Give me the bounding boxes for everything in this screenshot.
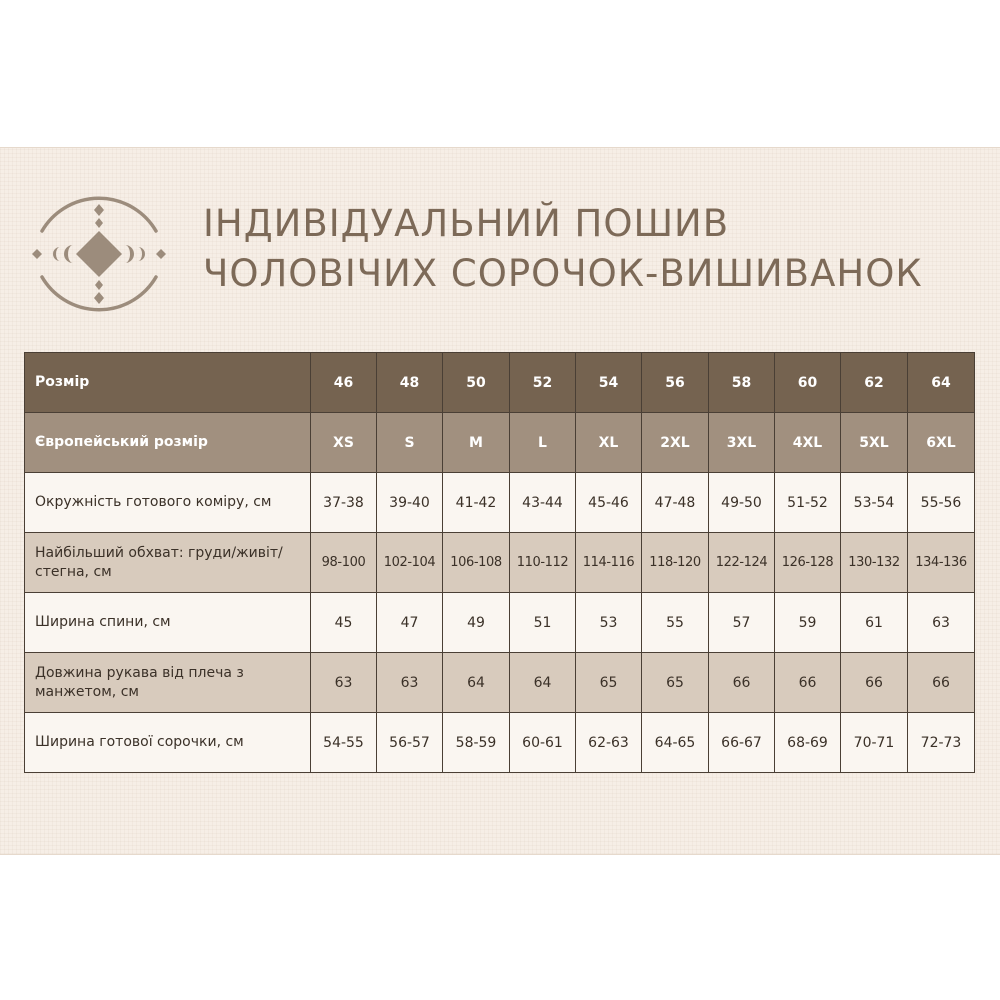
table-cell: 72-73: [908, 713, 975, 773]
table-cell: 66-67: [709, 713, 775, 773]
table-cell: 110-112: [510, 533, 576, 593]
table-cell: 63: [908, 593, 975, 653]
table-cell: 53: [576, 593, 642, 653]
table-cell: 51: [510, 593, 576, 653]
table-cell: 53-54: [841, 473, 908, 533]
table-cell: 70-71: [841, 713, 908, 773]
table-cell: 52: [510, 353, 576, 413]
embroidery-ornament-icon: [24, 179, 174, 329]
table-cell: 4XL: [775, 413, 841, 473]
table-cell: 46: [311, 353, 377, 413]
table-cell: 37-38: [311, 473, 377, 533]
table-cell: 98-100: [311, 533, 377, 593]
row-label: Окружність готового коміру, см: [25, 473, 311, 533]
table-cell: 50: [443, 353, 510, 413]
table-cell: 63: [311, 653, 377, 713]
size-table: [24, 352, 975, 773]
table-cell: S: [377, 413, 443, 473]
row-label: Довжина рукава від плеча з манжетом, см: [25, 653, 311, 713]
table-cell: 5XL: [841, 413, 908, 473]
table-cell: 114-116: [576, 533, 642, 593]
table-cell: 130-132: [841, 533, 908, 593]
size-chart-card: [0, 147, 1000, 855]
table-cell: 56-57: [377, 713, 443, 773]
table-cell: XL: [576, 413, 642, 473]
girth-row: [25, 533, 975, 593]
table-cell: 51-52: [775, 473, 841, 533]
table-cell: 118-120: [642, 533, 709, 593]
table-cell: 2XL: [642, 413, 709, 473]
table-cell: 48: [377, 353, 443, 413]
table-cell: 66: [709, 653, 775, 713]
table-cell: 60-61: [510, 713, 576, 773]
table-cell: 134-136: [908, 533, 975, 593]
table-cell: 60: [775, 353, 841, 413]
back-width-row: [25, 593, 975, 653]
sleeve-length-row: [25, 653, 975, 713]
row-label: Європейський розмір: [25, 413, 311, 473]
row-label: Ширина спини, см: [25, 593, 311, 653]
table-cell: 47: [377, 593, 443, 653]
table-cell: M: [443, 413, 510, 473]
table-cell: 68-69: [775, 713, 841, 773]
table-cell: 43-44: [510, 473, 576, 533]
table-cell: 45: [311, 593, 377, 653]
table-cell: 58-59: [443, 713, 510, 773]
table-cell: 57: [709, 593, 775, 653]
table-cell: 59: [775, 593, 841, 653]
table-cell: 64: [443, 653, 510, 713]
row-label: Найбільший обхват: груди/живіт/стегна, см: [25, 533, 311, 593]
table-cell: 61: [841, 593, 908, 653]
table-cell: 39-40: [377, 473, 443, 533]
table-cell: 66: [775, 653, 841, 713]
table-cell: 54-55: [311, 713, 377, 773]
row-label: Ширина готової сорочки, см: [25, 713, 311, 773]
table-cell: 64: [510, 653, 576, 713]
shirt-width-row: [25, 713, 975, 773]
size-row: [25, 353, 975, 413]
page-title: [203, 199, 923, 299]
collar-row: [25, 473, 975, 533]
table-cell: 47-48: [642, 473, 709, 533]
table-cell: 45-46: [576, 473, 642, 533]
table-cell: 65: [576, 653, 642, 713]
table-cell: 64-65: [642, 713, 709, 773]
table-cell: 63: [377, 653, 443, 713]
table-cell: 122-124: [709, 533, 775, 593]
table-cell: L: [510, 413, 576, 473]
table-cell: 62: [841, 353, 908, 413]
size-table-body: [25, 353, 975, 773]
table-cell: 66: [841, 653, 908, 713]
title-line-2: ЧОЛОВІЧИХ СОРОЧОК-ВИШИВАНОК: [203, 252, 923, 295]
table-cell: 65: [642, 653, 709, 713]
table-cell: 106-108: [443, 533, 510, 593]
title-line-1: ІНДИВІДУАЛЬНИЙ ПОШИВ: [203, 202, 730, 245]
table-cell: 55-56: [908, 473, 975, 533]
table-cell: 126-128: [775, 533, 841, 593]
table-cell: 49-50: [709, 473, 775, 533]
table-cell: 64: [908, 353, 975, 413]
table-cell: 102-104: [377, 533, 443, 593]
table-cell: 6XL: [908, 413, 975, 473]
table-cell: 58: [709, 353, 775, 413]
table-cell: 56: [642, 353, 709, 413]
table-cell: 66: [908, 653, 975, 713]
table-cell: 55: [642, 593, 709, 653]
eu-size-row: [25, 413, 975, 473]
table-cell: 41-42: [443, 473, 510, 533]
table-cell: 62-63: [576, 713, 642, 773]
row-label: Розмір: [25, 353, 311, 413]
table-cell: 49: [443, 593, 510, 653]
table-cell: 54: [576, 353, 642, 413]
table-cell: 3XL: [709, 413, 775, 473]
table-cell: XS: [311, 413, 377, 473]
